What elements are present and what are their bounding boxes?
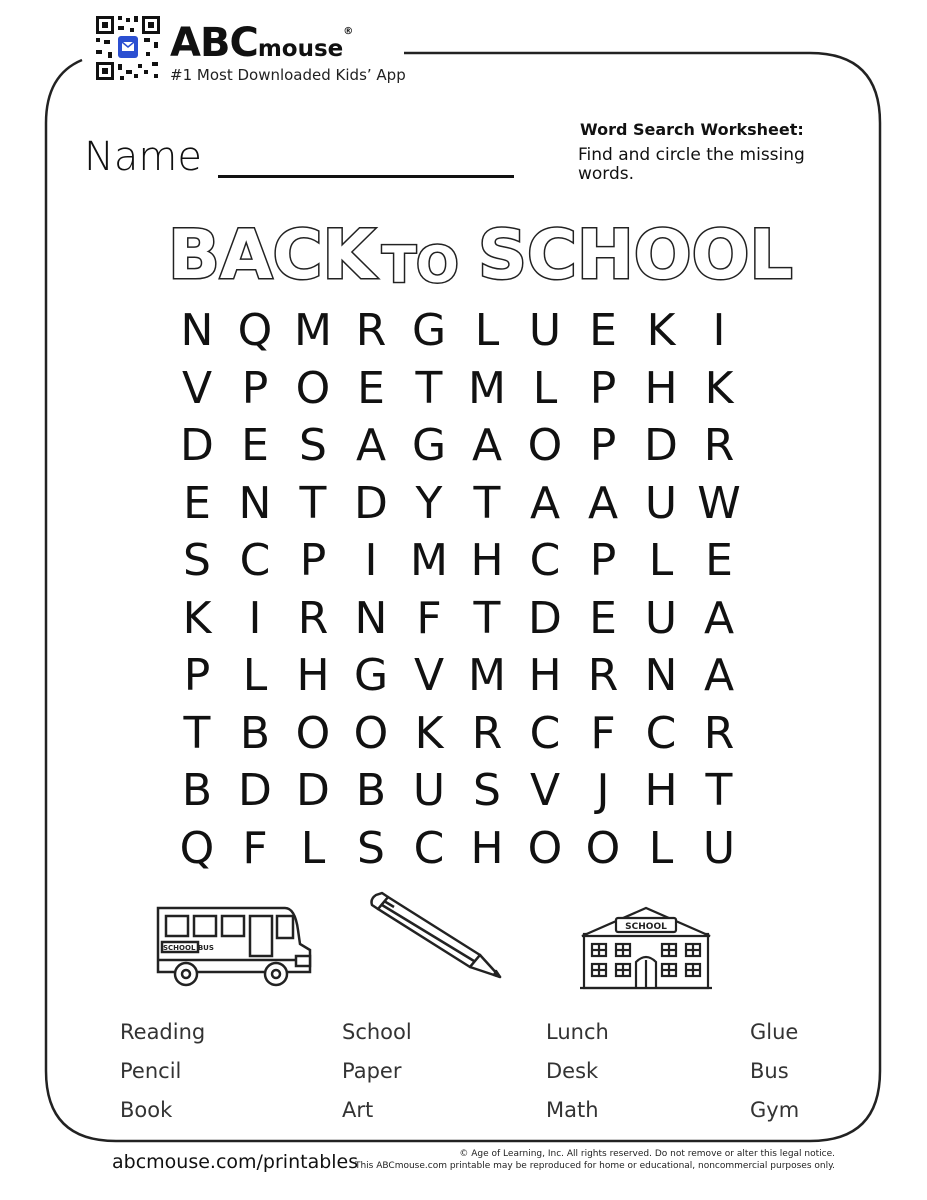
grid-letter: R [297,592,329,644]
grid-letter: M [410,535,448,587]
grid-letter: F [242,822,268,874]
grid-letter: R [355,305,387,357]
grid-letter: E [589,305,617,357]
grid-letter: N [238,477,272,529]
word-list [120,1012,840,1129]
grid-letter: E [589,592,617,644]
grid-letter: I [364,535,378,587]
grid-letter: O [295,362,331,414]
word-list-item: Book [120,1097,173,1122]
legal-line-1: © Age of Learning, Inc. All rights reserved. Do not remove or alter this legal notice. [459,1149,835,1159]
word-list-item: Lunch [546,1019,609,1044]
grid-letter: O [527,420,563,472]
grid-letter: U [412,765,446,817]
grid-letter: K [646,305,676,357]
word-list-item: Gym [750,1097,800,1122]
grid-letter: V [181,362,213,414]
grid-letter: L [532,362,558,414]
grid-letter: D [644,420,678,472]
grid-letter: R [703,707,735,759]
grid-letter: E [183,477,211,529]
grid-letter: P [589,535,617,587]
word-list-item: Reading [120,1019,206,1044]
grid-letter: A [355,420,387,472]
grid-letter: I [248,592,262,644]
grid-letter: H [470,822,504,874]
grid-letter: C [529,535,561,587]
grid-letter: K [414,707,444,759]
grid-letter: J [596,765,610,817]
grid-letter: Q [237,305,273,357]
grid-letter: U [528,305,562,357]
grid-letter: U [644,477,678,529]
brand-mouse: mouse [257,36,344,62]
grid-letter: V [413,650,445,702]
grid-letter: P [589,362,617,414]
grid-letter: N [180,305,214,357]
worksheet-type-title: Word Search Worksheet: [580,120,804,139]
grid-letter: O [585,822,621,874]
grid-row [168,360,753,418]
word-list-item: Bus [750,1058,789,1083]
school-bus-icon [150,900,315,992]
grid-letter: S [357,822,385,874]
grid-letter: N [354,592,388,644]
back-to-school-title [160,200,793,300]
grid-letter: P [241,362,269,414]
grid-letter: E [357,362,385,414]
footer-url: abcmouse.com/printables [112,1151,359,1173]
grid-letter: O [353,707,389,759]
brand-abc: ABC [170,20,258,66]
grid-letter: O [527,822,563,874]
grid-letter: U [702,822,736,874]
grid-letter: M [468,650,506,702]
grid-letter: M [468,362,506,414]
grid-letter: G [353,650,389,702]
grid-letter: H [528,650,562,702]
grid-letter: A [703,650,735,702]
grid-letter: S [473,765,501,817]
grid-row [168,417,753,475]
word-list-item: Math [546,1097,599,1122]
word-list-row [120,1051,840,1090]
grid-letter: H [644,362,678,414]
title-word-back: BACK [168,216,376,295]
bus-sign-label: SCHOOL BUS [163,944,214,952]
word-list-item: Glue [750,1019,799,1044]
grid-letter: E [705,535,733,587]
grid-letter: T [299,477,327,529]
grid-letter: S [299,420,327,472]
grid-row [168,590,753,648]
grid-letter: D [296,765,330,817]
word-list-item: Desk [546,1058,599,1083]
grid-letter: H [296,650,330,702]
brand-registered: ® [343,26,354,37]
grid-letter: G [411,420,447,472]
grid-letter: F [416,592,442,644]
grid-letter: K [704,362,734,414]
grid-letter: A [471,420,503,472]
grid-letter: G [411,305,447,357]
word-list-item: School [342,1019,412,1044]
school-sign-label: SCHOOL [625,922,667,932]
grid-letter: L [242,650,268,702]
grid-letter: A [587,477,619,529]
pencil-icon [370,893,506,983]
grid-letter: D [180,420,214,472]
grid-letter: U [644,592,678,644]
grid-letter: D [528,592,562,644]
name-label: Name [84,134,203,180]
word-list-item: Pencil [120,1058,182,1083]
grid-letter: P [299,535,327,587]
grid-letter: P [183,650,211,702]
grid-row [168,302,753,360]
grid-letter: D [354,477,388,529]
grid-letter: A [703,592,735,644]
title-word-to: TO [382,236,459,294]
grid-letter: R [703,420,735,472]
grid-letter: R [471,707,503,759]
title-word-school: SCHOOL [478,216,793,295]
grid-letter: I [712,305,726,357]
grid-letter: C [239,535,271,587]
grid-letter: L [648,822,674,874]
grid-row [168,820,753,878]
grid-row [168,532,753,590]
grid-letter: N [644,650,678,702]
grid-letter: C [645,707,677,759]
grid-row [168,705,753,763]
worksheet-instructions: Find and circle the missing words. [578,145,805,184]
grid-letter: T [415,362,443,414]
grid-letter: H [644,765,678,817]
grid-letter: C [529,707,561,759]
word-list-row [120,1090,840,1129]
word-search-grid [168,302,753,877]
grid-letter: M [294,305,332,357]
grid-letter: T [705,765,733,817]
word-list-item: Paper [342,1058,402,1083]
grid-letter: K [182,592,212,644]
grid-letter: C [413,822,445,874]
grid-letter: L [300,822,326,874]
grid-letter: L [474,305,500,357]
legal-line-2: This ABCmouse.com printable may be reproduced for home or educational, noncommercial purposes only. [354,1161,835,1171]
grid-letter: H [470,535,504,587]
legal-notice [355,1148,835,1172]
grid-letter: B [355,765,387,817]
grid-letter: F [590,707,616,759]
grid-letter: E [241,420,269,472]
word-list-item: Art [342,1097,374,1122]
grid-letter: L [648,535,674,587]
grid-letter: O [295,707,331,759]
school-building-icon [578,904,714,990]
name-write-line [218,175,514,178]
grid-letter: T [473,592,501,644]
grid-letter: Q [179,822,215,874]
grid-letter: R [587,650,619,702]
grid-letter: S [183,535,211,587]
grid-letter: D [238,765,272,817]
word-list-row [120,1012,840,1051]
grid-letter: V [529,765,561,817]
grid-letter: W [697,477,741,529]
grid-row [168,475,753,533]
grid-row [168,647,753,705]
grid-letter: A [529,477,561,529]
grid-letter: T [183,707,211,759]
grid-letter: Y [415,477,443,529]
grid-letter: P [589,420,617,472]
grid-letter: B [239,707,271,759]
grid-letter: T [473,477,501,529]
grid-letter: B [181,765,213,817]
grid-row [168,762,753,820]
brand-tagline: #1 Most Downloaded Kids’ App [170,66,406,84]
